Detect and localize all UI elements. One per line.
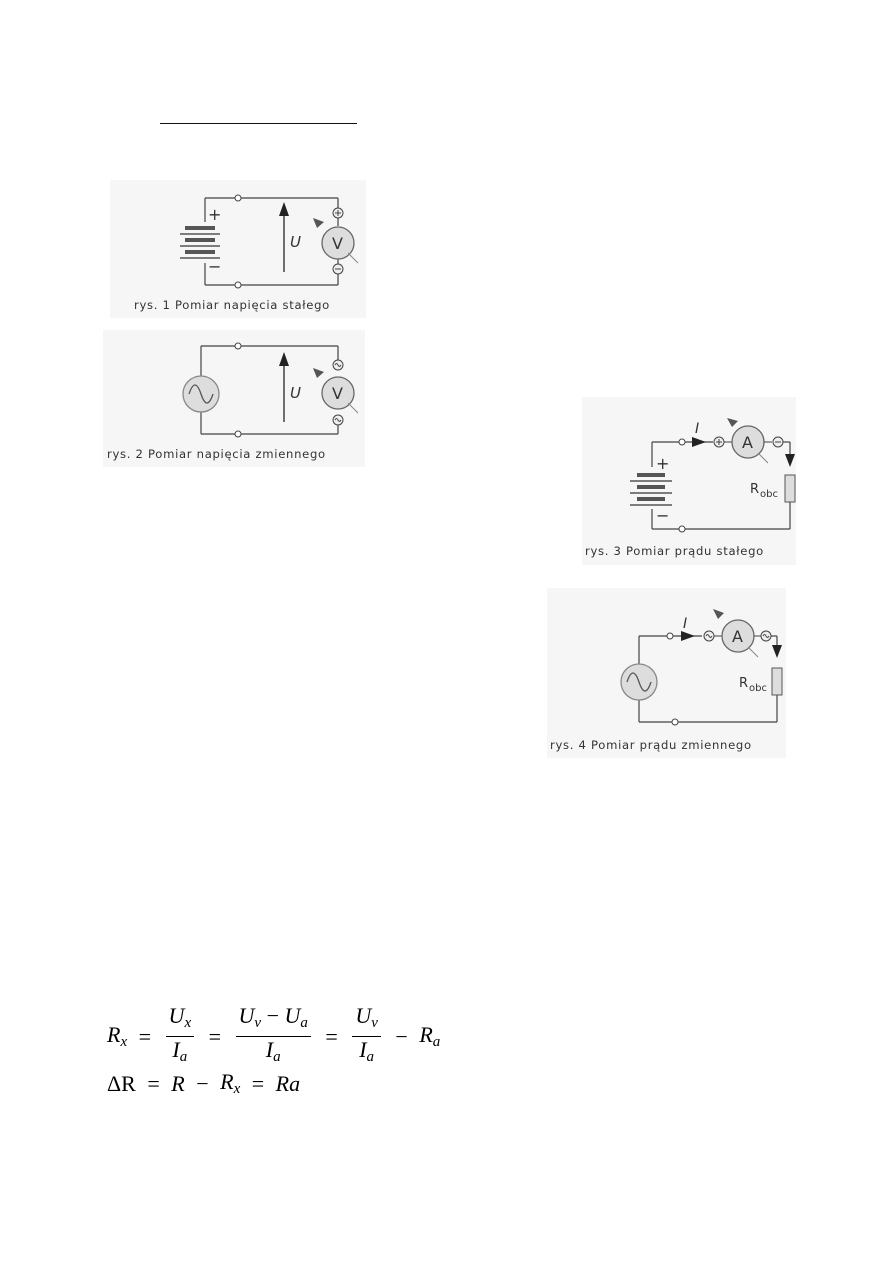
current-label: I (695, 421, 700, 437)
current-label: I (683, 616, 688, 632)
voltmeter-label: V (332, 384, 343, 403)
fraction-uv-minus-ua-over-ia: $\frac{U_v - U_a}{I_a}$ (236, 1003, 311, 1070)
ammeter-label: A (742, 433, 753, 452)
battery-icon (630, 473, 672, 505)
formula-delta-r: $\Delta R = R - R_x = Ra$ (107, 1069, 301, 1098)
resistor-icon (772, 668, 782, 695)
current-arrow-icon (681, 631, 695, 641)
battery-minus-sign: − (208, 257, 222, 276)
formula-rx: $R_x$ = $\frac{U_x}{I_a}$ = $\frac{U_v - U_a}{I_a}$ = $\frac{U_v}{I_a}$ − $R_a$ (107, 1003, 440, 1070)
figure-4-caption: rys. 4 Pomiar prądu zmiennego (550, 738, 752, 752)
voltmeter-label: V (332, 234, 343, 253)
figure-ac-voltage (103, 330, 365, 467)
resistor-icon (785, 475, 795, 502)
battery-plus-sign: + (656, 454, 670, 473)
fraction-uv-ia: $\frac{U_v}{I_a}$ (352, 1003, 381, 1070)
voltage-arrow-icon (279, 352, 289, 422)
voltage-label: U (290, 384, 301, 402)
figure-dc-current (582, 397, 796, 565)
fraction-ux-ia: $\frac{U_x}{I_a}$ (166, 1003, 195, 1070)
voltage-arrow-icon (279, 202, 289, 272)
voltage-label: U (290, 233, 301, 251)
battery-icon (180, 226, 220, 258)
figure-ac-current (547, 588, 786, 758)
figure-3-caption: rys. 3 Pomiar prądu stałego (585, 544, 764, 558)
heading-underline (160, 123, 357, 124)
load-subscript: obc (760, 489, 778, 500)
battery-plus-sign: + (208, 205, 222, 224)
figure-2-caption: rys. 2 Pomiar napięcia zmiennego (107, 447, 326, 461)
figure-1-caption: rys. 1 Pomiar napięcia stałego (134, 298, 330, 312)
dc-current-circuit-diagram (582, 397, 796, 565)
current-arrow-icon (692, 437, 706, 447)
figure-dc-voltage (110, 180, 366, 318)
ammeter-label: A (732, 627, 743, 646)
load-subscript: obc (749, 683, 767, 694)
load-label: R (750, 482, 760, 497)
ac-current-circuit-diagram (547, 588, 786, 758)
load-label: R (739, 676, 749, 691)
battery-minus-sign: − (656, 506, 670, 525)
